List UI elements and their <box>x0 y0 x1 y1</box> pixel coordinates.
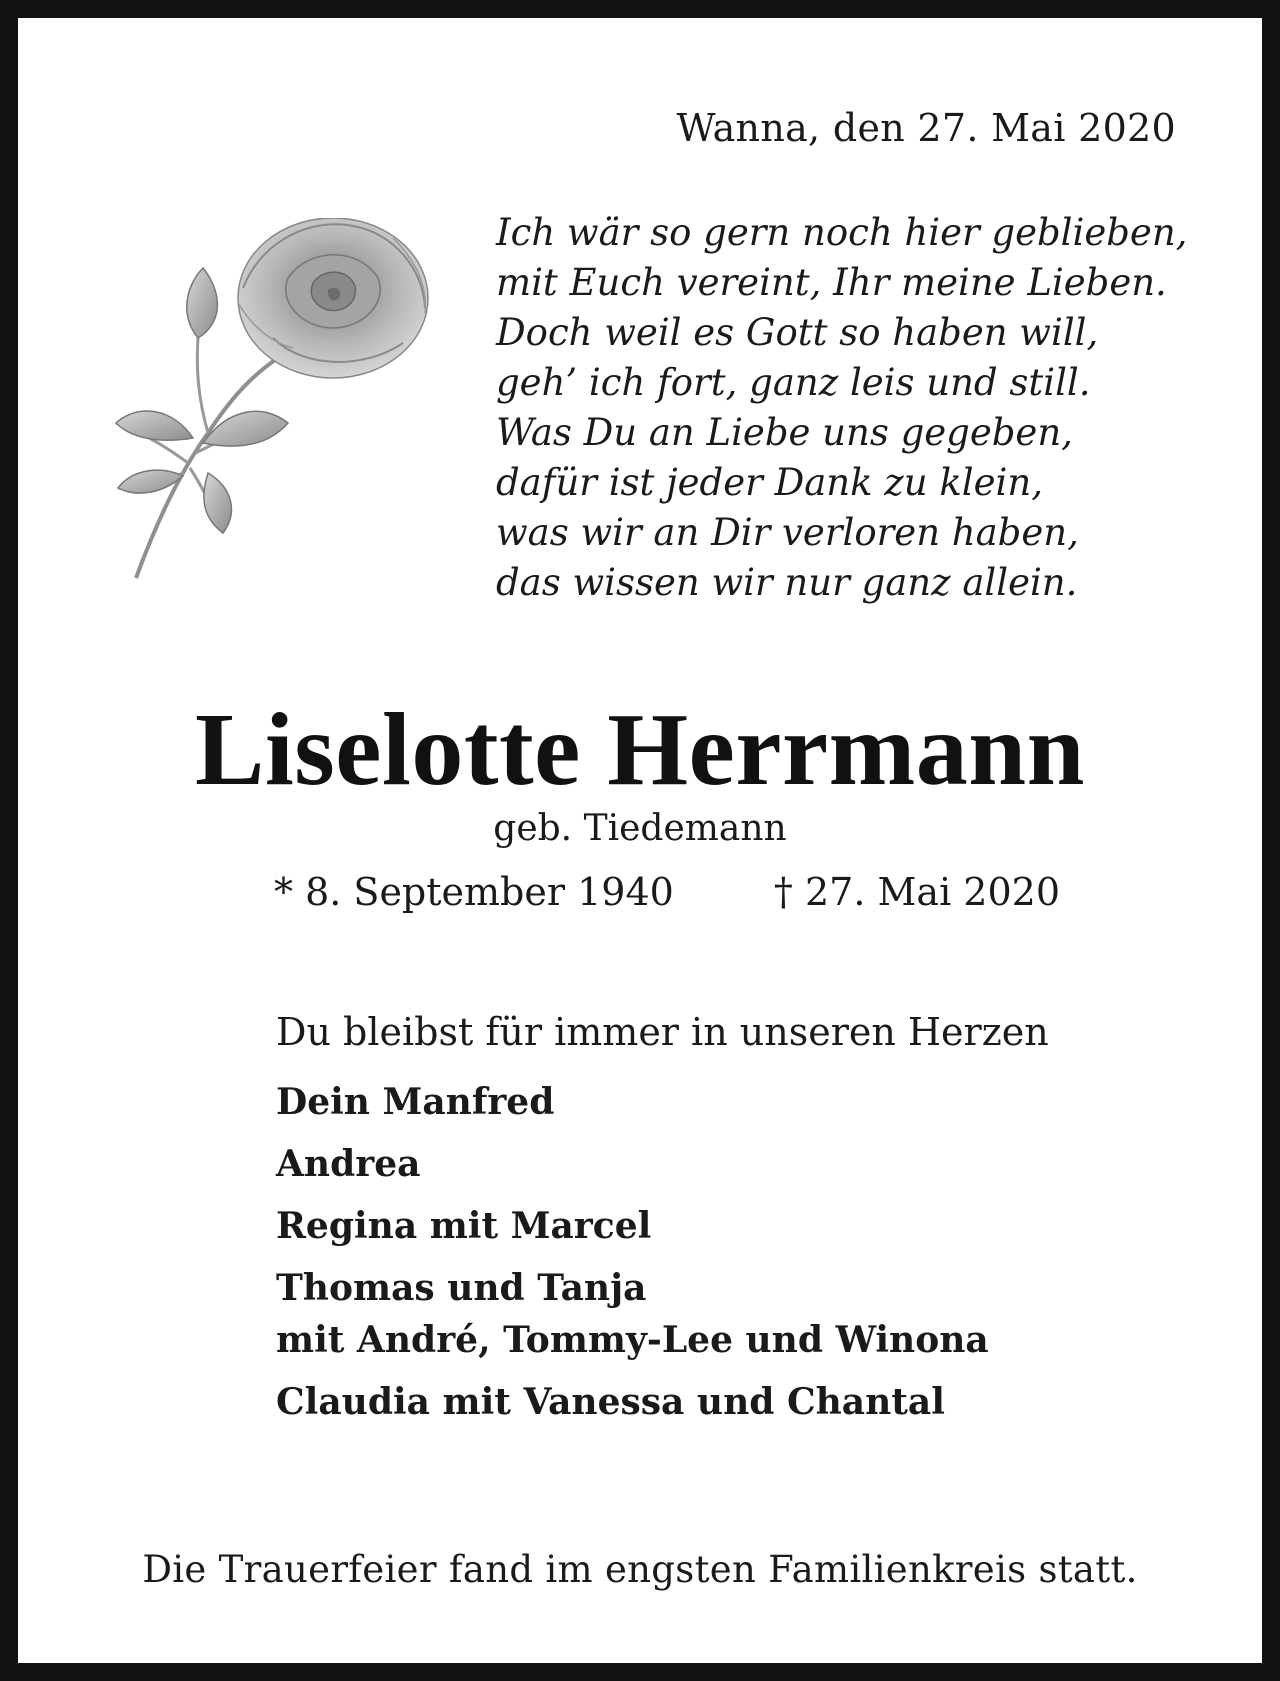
family-list <box>276 1076 989 1438</box>
family-member: Andrea <box>276 1143 421 1185</box>
life-dates <box>274 870 1060 914</box>
deceased-name: Liselotte Herrmann <box>195 692 1085 807</box>
maiden-name: geb. Tiedemann <box>493 808 787 849</box>
poem-line: geh’ ich fort, ganz leis und still. <box>496 361 1091 404</box>
poem-line: dafür ist jeder Dank zu klein, <box>496 461 1043 504</box>
rose-illustration <box>88 218 458 588</box>
family-member: Regina mit Marcel <box>276 1205 652 1247</box>
family-member: Thomas und Tanja <box>276 1267 647 1309</box>
family-member: Dein Manfred <box>276 1081 555 1123</box>
poem-line: mit Euch vereint, Ihr meine Lieben. <box>496 261 1167 304</box>
poem-line: Was Du an Liebe uns gegeben, <box>496 411 1073 454</box>
death-date: † 27. Mai 2020 <box>773 870 1061 914</box>
birth-date: * 8. September 1940 <box>274 870 674 914</box>
poem-line: das wissen wir nur ganz allein. <box>496 561 1078 604</box>
family-member: mit André, Tommy-Lee und Winona <box>276 1319 989 1361</box>
closing-line: Du bleibst für immer in unseren Herzen <box>276 1010 1049 1054</box>
poem-line: was wir an Dir verloren haben, <box>496 511 1079 554</box>
poem <box>496 208 1187 608</box>
poem-line: Doch weil es Gott so haben will, <box>496 311 1099 354</box>
ceremony-note: Die Trauerfeier fand im engsten Familienkreis statt. <box>142 1548 1138 1591</box>
family-member: Claudia mit Vanessa und Chantal <box>276 1381 945 1423</box>
place-date: Wanna, den 27. Mai 2020 <box>676 106 1176 150</box>
poem-line: Ich wär so gern noch hier geblieben, <box>496 211 1188 254</box>
